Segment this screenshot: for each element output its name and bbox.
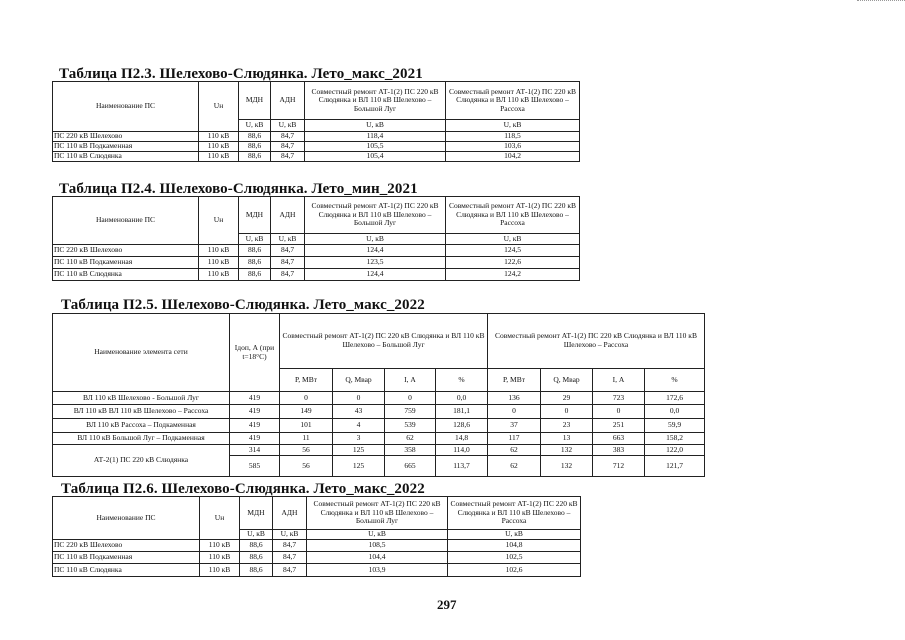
header-mdn: МДН [239,82,271,120]
header-adn: АДН [273,497,307,530]
unit-repair-2: U, кВ [446,120,580,132]
cell: 0 [541,405,593,419]
table-2-3-title: Таблица П2.3. Шелехово-Слюдянка. Лето_макс_2021 [59,66,423,82]
row-un: 110 кВ [199,152,239,162]
cell: 117 [488,433,541,445]
sub-i-1: I, А [385,369,436,392]
unit-mdn: U, кВ [239,120,271,132]
row-mdn: 88,6 [240,552,273,564]
cell: 539 [385,419,436,433]
cell: 712 [593,456,645,477]
header-repair-1: Совместный ремонт АТ-1(2) ПС 220 кВ Слюдянка и ВЛ 110 кВ Шелехово – Большой Луг [305,82,446,120]
row-repair-2: 124,5 [446,245,580,257]
cell: 121,7 [645,456,705,477]
cell: 114,0 [436,445,488,456]
cell: 149 [280,405,333,419]
unit-repair-1: U, кВ [307,530,448,540]
row-repair-2: 102,6 [448,564,581,577]
header-mdn: МДН [239,197,271,234]
unit-mdn: U, кВ [239,234,271,245]
cell: 14,8 [436,433,488,445]
row-adn: 84,7 [271,257,305,269]
header-repair-2: Совместный ремонт АТ-1(2) ПС 220 кВ Слюдянка и ВЛ 110 кВ Шелехово – Рассоха [446,82,580,120]
row-idop: 585 [230,456,280,477]
unit-mdn: U, кВ [240,530,273,540]
row-name: ПС 110 кВ Подкаменная [53,142,199,152]
cell: 62 [488,456,541,477]
row-mdn: 88,6 [239,132,271,142]
sub-p-1: P, МВт [280,369,333,392]
header-repair-1: Совместный ремонт АТ-1(2) ПС 220 кВ Слюдянка и ВЛ 110 кВ Шелехово – Большой Луг [305,197,446,234]
cell: 101 [280,419,333,433]
cell: 125 [333,445,385,456]
cell: 62 [488,445,541,456]
row-name: ВЛ 110 кВ ВЛ 110 кВ Шелехово – Рассоха [53,405,230,419]
cell: 56 [280,456,333,477]
row-un: 110 кВ [200,552,240,564]
header-repair-1: Совместный ремонт АТ-1(2) ПС 220 кВ Слюдянка и ВЛ 110 кВ Шелехово – Большой Луг [280,314,488,369]
row-repair-2: 103,6 [446,142,580,152]
row-un: 110 кВ [199,269,239,281]
cell: 132 [541,456,593,477]
row-repair-2: 122,6 [446,257,580,269]
row-name: ПС 110 кВ Слюдянка [53,152,199,162]
row-name: ПС 110 кВ Подкаменная [53,257,199,269]
cell: 13 [541,433,593,445]
cell: 23 [541,419,593,433]
cell: 158,2 [645,433,705,445]
row-mdn: 88,6 [239,142,271,152]
cell: 43 [333,405,385,419]
table-row [53,257,580,269]
header-mdn: МДН [240,497,273,530]
table-row [53,142,580,152]
header-adn: АДН [271,82,305,120]
unit-adn: U, кВ [273,530,307,540]
row-repair-2: 104,2 [446,152,580,162]
header-repair-2: Совместный ремонт АТ-1(2) ПС 220 кВ Слюдянка и ВЛ 110 кВ Шелехово – Рассоха [448,497,581,530]
table-2-5-title: Таблица П2.5. Шелехово-Слюдянка. Лето_макс_2022 [61,297,425,313]
header-idop: Iдоп, А (при t=18°С) [230,314,280,392]
row-adn: 84,7 [271,142,305,152]
row-repair-2: 104,8 [448,540,581,552]
row-name: ПС 110 кВ Слюдянка [53,564,200,577]
cell: 62 [385,433,436,445]
cell: 0 [385,392,436,405]
sub-q-1: Q, Мвар [333,369,385,392]
row-name: ВЛ 110 кВ Шелехово - Большой Луг [53,392,230,405]
table-2-3 [52,81,580,162]
header-name: Наименование ПС [53,497,200,540]
row-mdn: 88,6 [239,269,271,281]
row-repair-1: 118,4 [305,132,446,142]
cell: 11 [280,433,333,445]
table-row [53,445,705,456]
row-un: 110 кВ [199,245,239,257]
row-repair-1: 124,4 [305,269,446,281]
table-2-4-title: Таблица П2.4. Шелехово-Слюдянка. Лето_мин_2021 [59,181,418,197]
header-un: Uн [199,82,239,132]
cell: 128,6 [436,419,488,433]
row-un: 110 кВ [200,540,240,552]
row-adn: 84,7 [273,552,307,564]
cell: 37 [488,419,541,433]
table-row [53,405,705,419]
row-repair-1: 104,4 [307,552,448,564]
cell: 136 [488,392,541,405]
row-repair-1: 108,5 [307,540,448,552]
unit-repair-2: U, кВ [448,530,581,540]
table-row [53,433,705,445]
row-repair-2: 118,5 [446,132,580,142]
row-name: ВЛ 110 кВ Большой Луг – Подкаменная [53,433,230,445]
cell: 759 [385,405,436,419]
page-number: 297 [437,597,457,612]
cell: 0,0 [645,405,705,419]
row-adn: 84,7 [271,132,305,142]
header-repair-1: Совместный ремонт АТ-1(2) ПС 220 кВ Слюдянка и ВЛ 110 кВ Шелехово – Большой Луг [307,497,448,530]
table-row [53,392,705,405]
row-mdn: 88,6 [240,540,273,552]
header-name: Наименование ПС [53,82,199,132]
cell: 0 [280,392,333,405]
cell: 0 [488,405,541,419]
table-row [53,245,580,257]
table-2-5 [52,313,705,477]
cell: 358 [385,445,436,456]
cell: 0 [593,405,645,419]
table-row [53,552,581,564]
table-row [53,540,581,552]
row-idop: 419 [230,392,280,405]
unit-repair-1: U, кВ [305,120,446,132]
row-name: ПС 110 кВ Подкаменная [53,552,200,564]
sub-pct-2: % [645,369,705,392]
cell: 59,9 [645,419,705,433]
row-adn: 84,7 [273,564,307,577]
row-adn: 84,7 [273,540,307,552]
cell: 0 [333,392,385,405]
sub-q-2: Q, Мвар [541,369,593,392]
row-repair-1: 124,4 [305,245,446,257]
row-repair-1: 123,5 [305,257,446,269]
row-un: 110 кВ [200,564,240,577]
row-name: ПС 220 кВ Шелехово [53,132,199,142]
row-adn: 84,7 [271,269,305,281]
row-adn: 84,7 [271,152,305,162]
cell: 132 [541,445,593,456]
header-name: Наименование ПС [53,197,199,245]
cell: 181,1 [436,405,488,419]
row-adn: 84,7 [271,245,305,257]
row-repair-2: 124,2 [446,269,580,281]
row-mdn: 88,6 [239,152,271,162]
table-2-6-title: Таблица П2.6. Шелехово-Слюдянка. Лето_макс_2022 [61,481,425,497]
row-mdn: 88,6 [239,245,271,257]
cell: 122,0 [645,445,705,456]
row-name: ПС 110 кВ Слюдянка [53,269,199,281]
cell: 3 [333,433,385,445]
header-repair-2: Совместный ремонт АТ-1(2) ПС 220 кВ Слюдянка и ВЛ 110 кВ Шелехово – Рассоха [488,314,705,369]
header-un: Uн [199,197,239,245]
header-un: Uн [200,497,240,540]
cell: 665 [385,456,436,477]
table-row [53,564,581,577]
cell: 56 [280,445,333,456]
header-adn: АДН [271,197,305,234]
header-repair-2: Совместный ремонт АТ-1(2) ПС 220 кВ Слюдянка и ВЛ 110 кВ Шелехово – Рассоха [446,197,580,234]
row-repair-1: 103,9 [307,564,448,577]
row-idop: 314 [230,445,280,456]
row-un: 110 кВ [199,132,239,142]
cell: 251 [593,419,645,433]
unit-repair-2: U, кВ [446,234,580,245]
sub-p-2: P, МВт [488,369,541,392]
table-row [53,269,580,281]
table-2-4 [52,196,580,281]
cell: 125 [333,456,385,477]
cell: 29 [541,392,593,405]
row-mdn: 88,6 [240,564,273,577]
cell: 663 [593,433,645,445]
row-un: 110 кВ [199,257,239,269]
unit-repair-1: U, кВ [305,234,446,245]
cell: 113,7 [436,456,488,477]
unit-adn: U, кВ [271,234,305,245]
cell: 383 [593,445,645,456]
sub-pct-1: % [436,369,488,392]
table-row [53,419,705,433]
row-name-at: АТ-2(1) ПС 220 кВ Слюдянка [53,445,230,477]
cell: 0,0 [436,392,488,405]
row-name: ПС 220 кВ Шелехово [53,540,200,552]
cell: 172,6 [645,392,705,405]
row-repair-1: 105,4 [305,152,446,162]
cell: 4 [333,419,385,433]
table-row [53,132,580,142]
row-mdn: 88,6 [239,257,271,269]
sub-i-2: I, А [593,369,645,392]
table-2-6 [52,496,581,577]
row-idop: 419 [230,433,280,445]
row-idop: 419 [230,405,280,419]
unit-adn: U, кВ [271,120,305,132]
row-repair-1: 105,5 [305,142,446,152]
row-un: 110 кВ [199,142,239,152]
row-name: ПС 220 кВ Шелехово [53,245,199,257]
row-name: ВЛ 110 кВ Рассоха – Подкаменная [53,419,230,433]
table-row [53,152,580,162]
row-repair-2: 102,5 [448,552,581,564]
row-idop: 419 [230,419,280,433]
cell: 723 [593,392,645,405]
header-name: Наименование элемента сети [53,314,230,392]
scan-header-mark [857,0,905,4]
